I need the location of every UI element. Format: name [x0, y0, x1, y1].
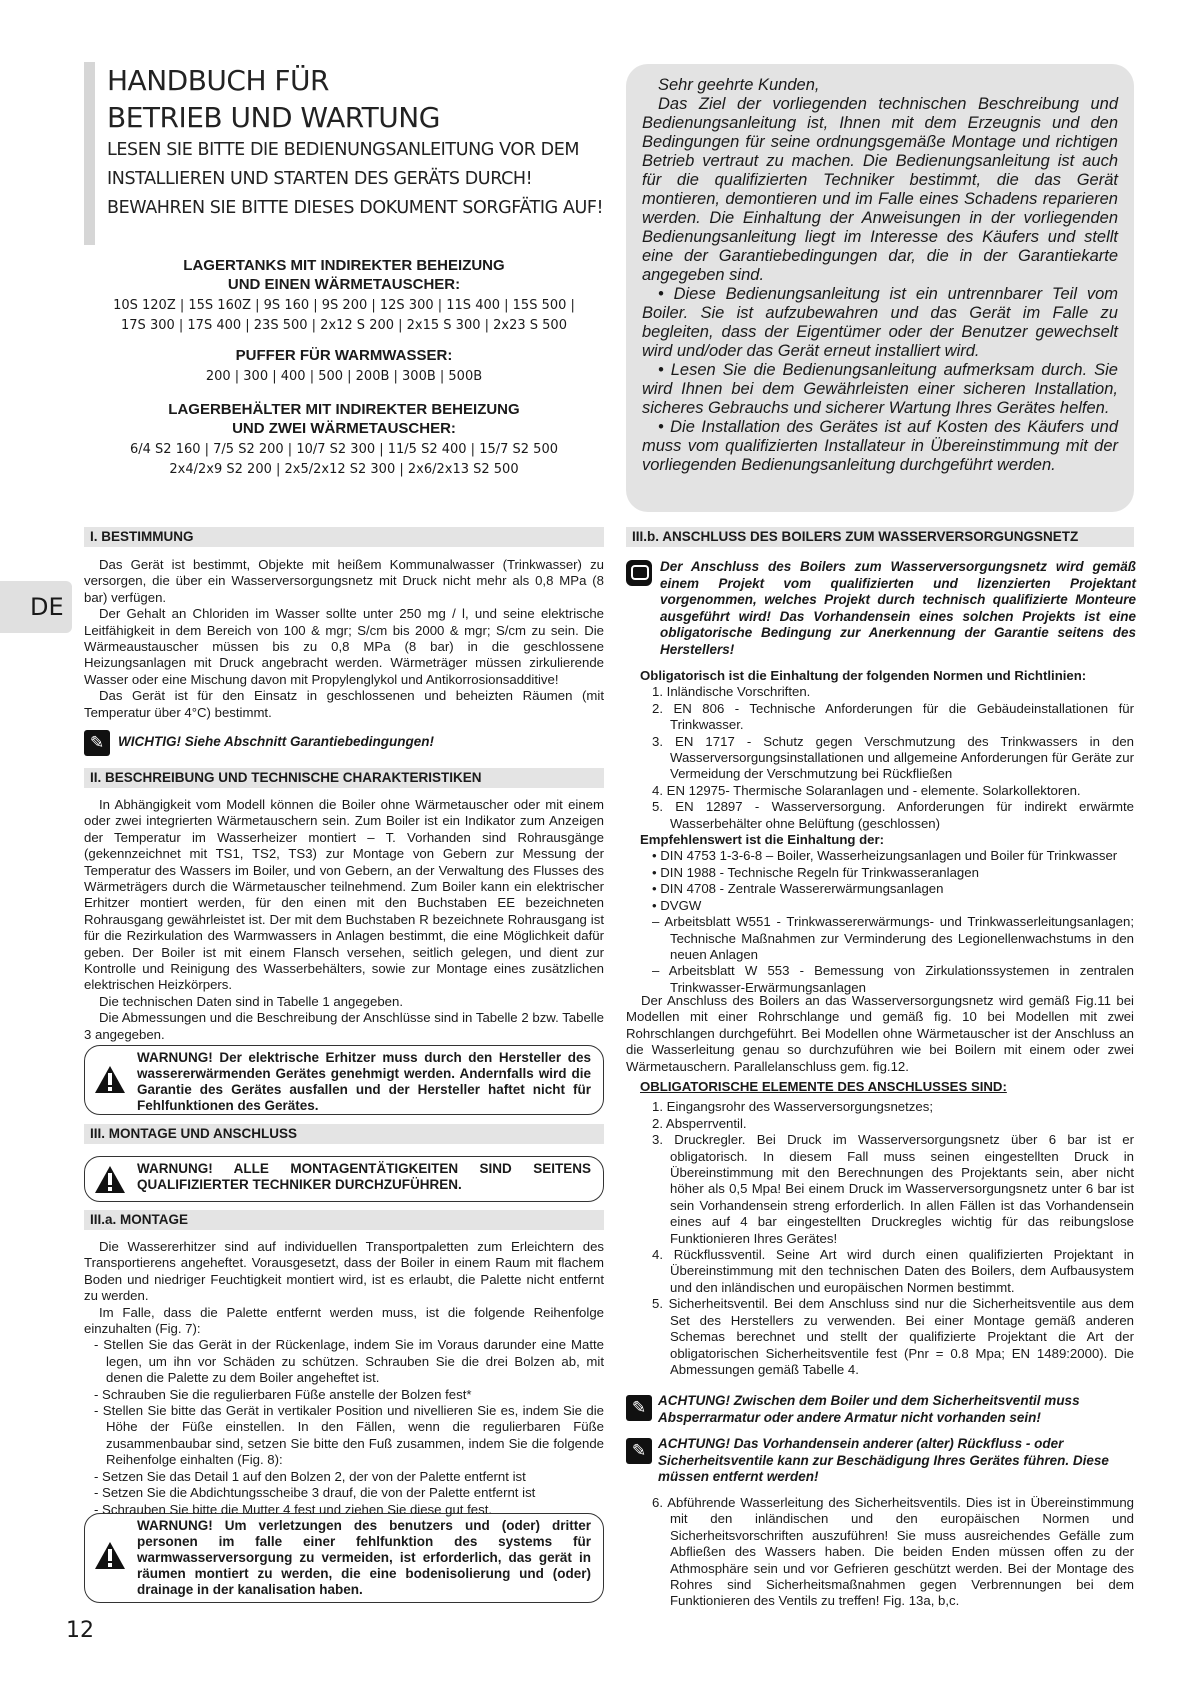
list-item: - Stellen Sie bitte das Gerät in vertikaler Position und nivellieren Sie es, indem Sie die Höhe der Füße einstellen. In den Fällen, wenn die regulierbaren Füße zusammenbaubar sind, setzen Sie bitte den Fuß zusammen, indem Sie die folgende Reihenfolge einhalten (Fig. 8): — [94, 1403, 604, 1468]
pen-icon: ✎ — [626, 1395, 652, 1421]
list-item: - Schrauben Sie die regulierbaren Füße anstelle der Bolzen fest* — [94, 1386, 472, 1402]
norms-list — [640, 684, 1134, 832]
product-group-heading: PUFFER FÜR WARMWASSER: — [235, 347, 453, 364]
section-body-bestimmung — [84, 557, 604, 721]
elements-list-cont — [640, 1495, 1134, 1610]
list-item: • DIN 1988 - Technische Regeln für Trinkwasseranlagen — [652, 864, 979, 880]
list-item: 1. Eingangsrohr des Wasserversorgungsnetzes; — [652, 1099, 933, 1115]
list-item: 4. EN 12975- Thermische Solaranlagen und - elemente. Solarkollektoren. — [652, 782, 1081, 798]
pen-icon: ✎ — [84, 730, 110, 756]
intro-paragraph: Das Ziel der vorliegenden technischen Beschreibung und Bedienungsanleitung ist, Ihnen mit dem Erzeugnis und den Bedingungen für seine ordnungsgemäße Montage und richtigen Betrieb vertraut zu machen. Die Bedienungsanleitung ist auch für die qualifizierten Techniker bestimmt, die das Gerät montieren, demontieren und im Falle eines Schadens reparieren werden. Die Einhaltung der Anweisungen in der vorliegenden Bedienungsanleitung liegt im Interesse des Käufers und stellt eine der Garantiebedingungen dar, die in der Garantiekarte angegeben sind. — [642, 95, 1118, 284]
list-item: 3. EN 1717 - Schutz gegen Verschmutzung des Trinkwassers in den Wasserversorgungsinstallationen und allgemeine Anforderungen für Geräte zur Vermeidung der Verschmutzung bei Rückfließen — [652, 733, 1134, 782]
manual-title-line-2: BETRIEB UND WARTUNG — [107, 101, 440, 134]
norms-block — [640, 668, 1134, 996]
model-list: 2x4/2x9 S2 200 | 2x5/2x12 S2 300 | 2x6/2x13 S2 500 — [169, 462, 519, 477]
norms-heading: Obligatorisch ist die Einhaltung der folgenden Normen und Richtlinien: — [640, 668, 1087, 683]
step-list — [84, 1337, 604, 1517]
warning-text: WARNUNG! ALLE MONTAGENTÄTIGKEITEN SIND SEITENS QUALIFIZIERTER TECHNIKER DURCHZUFÜHREN. — [137, 1161, 591, 1192]
section-body-beschreibung — [84, 797, 604, 1043]
manual-title-line-1: HANDBUCH FÜR — [107, 64, 329, 97]
warning-icon — [95, 1166, 125, 1193]
product-group-heading: LAGERTANKS MIT INDIREKTER BEHEIZUNG — [183, 257, 505, 274]
paragraph: Das Gerät ist bestimmt, Objekte mit heißem Kommunalwasser (Trinkwasser) zu versorgen, die über ein Wasserversorgungsnetz mit Druck nicht mehr als 0,8 MPa (8 bar) verfügen. — [84, 557, 604, 605]
product-group-heading: LAGERBEHÄLTER MIT INDIREKTER BEHEIZUNG — [168, 401, 520, 418]
subtitle-line-3: BEWAHREN SIE BITTE DIESES DOKUMENT SORGFÄTIG AUF! — [107, 198, 604, 218]
elements-heading: OBLIGATORISCHE ELEMENTE DES ANSCHLUSSES SIND: — [640, 1079, 1007, 1094]
elements-list — [640, 1099, 1134, 1378]
list-item: - Stellen Sie das Gerät in der Rückenlage, indem Sie im Voraus darunder eine Matte legen, um ihn vor Schäden zu schützen. Schrauben Sie die drei Bolzen ab, mit denen die Palette zu dem Boiler angeheftet ist. — [94, 1337, 604, 1386]
section-heading-bestimmung: I. BESTIMMUNG — [84, 527, 604, 547]
paragraph: Die Abmessungen und die Beschreibung der Anschlüsse sind in Tabelle 2 bzw. Tabelle 3 angegeben. — [84, 1010, 604, 1042]
project-note: Der Anschluss des Boilers zum Wasserversorgungsnetz wird gemäß einem Projekt vom qualifizierten und lizenzierten Projektant vorgenommen, welches Projekt durch technisch qualifizierte Monteure ausgeführt wird! Das Vorhandensein eines solchen Projekts ist eine obligatorische Bedingung zur Anerkennung der Garantie seitens des Herstellers! — [660, 559, 1136, 657]
product-group-2 — [84, 346, 604, 387]
model-list: 200 | 300 | 400 | 500 | 200B | 300B | 500B — [205, 369, 483, 384]
list-item: • DIN 4708 - Zentrale Wassererwärmungsanlagen — [652, 881, 944, 897]
list-item: - Setzen Sie die Abdichtungsscheibe 3 drauf, die von der Palette entfernt ist — [94, 1485, 536, 1501]
list-item: 5. EN 12897 - Wasserversorgung. Anforderungen für indirekt erwärmte Wasserbehälter ohne Belüftung (geschlossen) — [652, 799, 1134, 831]
product-group-3 — [84, 400, 604, 480]
list-item: 2. Absperrventil. — [652, 1115, 747, 1131]
subtitle-line-2: INSTALLIEREN UND STARTEN DES GERÄTS DURCH! — [107, 169, 533, 189]
list-item: 1. Inländische Vorschriften. — [652, 684, 811, 700]
list-item: 4. Rückflussventil. Seine Art wird durch einen qualifizierten Projektant in Übereinstimmung mit den technischen Daten des Boilers, dem Aufbausystem und den inländischen und europäischen Normen bestimmt. — [652, 1247, 1134, 1295]
warning-text: WARNUNG! Um verletzungen des benutzers und (oder) dritter personen im falle einer fehlfunktion des systems für warmwasserversorgung zu vermeiden, ist erforderlich, das gerät in räumen montiert zu werden, die eine bodenisolierung und (oder) drainage in der kanalisation haben. — [137, 1518, 591, 1597]
paragraph: Die technischen Daten sind in Tabelle 1 angegeben. — [99, 993, 404, 1009]
warning-box — [84, 1156, 604, 1202]
recommend-list — [640, 848, 1134, 996]
section-heading-anschluss: III.b. ANSCHLUSS DES BOILERS ZUM WASSERVERSORGUNGSNETZ — [626, 527, 1134, 547]
list-item: 5. Sicherheitsventil. Bei dem Anschluss sind nur die Sicherheitsventile aus dem Set des Herstellers zu verwenden. Bei einer Montage gemäß anderen Schemas berechnet und stellt der qualifizierte Projektant die Art der obligatorischen Sicherheitsventile fest (Pnr = 0.8 Mpa; EN 1489:2000). Die Abmessungen gemäß Tabelle 4. — [652, 1296, 1134, 1377]
intro-salutation: Sehr geehrte Kunden, — [658, 76, 820, 94]
list-item: – Arbeitsblatt W 553 - Bemessung von Zirkulationssystemen in zentralen Trinkwasser-Erwärmungsanlagen — [652, 963, 1134, 995]
paragraph: Die Wassererhitzer sind auf individuellen Transportpaletten zum Erleichtern des Transportierens angeheftet. Vorausgesetzt, dass der Boiler in einem Raum mit flachem Boden und niedriger Feuchtigkeit montiert wird, ist es erlaubt, die Palette nicht entfernt zu werden. — [84, 1239, 604, 1304]
language-code: DE — [30, 593, 64, 621]
element-6-block — [640, 1495, 1134, 1610]
connection-paragraph — [626, 993, 1134, 1075]
intro-paragraph: • Lesen Sie die Bedienungsanleitung aufmerksam durch. Sie wird Ihnen bei dem Gewährleisten einer sicheren Installation, sicheres Gebrauchs und sicherer Wartung Ihres Gerätes helfen. — [642, 361, 1118, 417]
attention-note: ACHTUNG! Zwischen dem Boiler und dem Sicherheitsventil muss Absperrarmatur oder andere Armatur nicht vorhanden sein! — [658, 1393, 1080, 1425]
list-item: - Schrauben Sie bitte die Mutter 4 fest und ziehen Sie diese gut fest. — [94, 1501, 493, 1517]
paragraph: Das Gerät ist für den Einsatz in geschlossenen und beheizten Räumen (mit Temperatur über 4°C) bestimmt. — [84, 688, 604, 720]
product-group-heading: UND ZWEI WÄRMETAUSCHER: — [232, 420, 456, 437]
model-list: 6/4 S2 160 | 7/5 S2 200 | 10/7 S2 300 | 11/5 S2 400 | 15/7 S2 500 — [129, 442, 558, 457]
paragraph: Im Falle, dass die Palette entfernt werden muss, ist die folgende Reihenfolge einzuhalten (Fig. 7): — [84, 1304, 604, 1337]
section-heading-beschreibung: II. BESCHREIBUNG UND TECHNISCHE CHARAKTERISTIKEN — [84, 768, 604, 788]
section-heading-montage: III.a. MONTAGE — [84, 1210, 604, 1230]
product-group-1 — [84, 256, 604, 336]
title-block — [84, 62, 604, 245]
model-list: 10S 120Z | 15S 160Z | 9S 160 | 9S 200 | 12S 300 | 11S 400 | 15S 500 | — [113, 298, 575, 313]
paragraph: Der Gehalt an Chloriden im Wasser sollte unter 250 mg / l, und seine elektrische Leitfähigkeit in dem Bereich von 100 & mgr; S/cm bis 2000 & mgr; S/cm zu sein. Die Wärmeaustauscher müssen bis zu 0,8 MPa (8 bar) in die geschlossene Heizungsanlagen mit Druck angebracht werden. Wärmeträger müssen zirkulierende Wasser oder eine Mischung davon mit Propylenglykol und Antikorrosionsadditive! — [84, 606, 604, 687]
language-tab — [0, 581, 72, 633]
elements-block — [640, 1079, 1134, 1378]
warning-box — [84, 1513, 604, 1603]
warning-box — [84, 1045, 604, 1115]
subtitle-line-1: LESEN SIE BITTE DIE BEDIENUNGSANLEITUNG VOR DEM — [107, 140, 580, 160]
attention-note: ACHTUNG! Das Vorhandensein anderer (alter) Rückfluss - oder Sicherheitsventile kann zur Beschädigung Ihres Gerätes führen. Diese müssen entfernt werden! — [658, 1436, 1109, 1484]
intro-box — [626, 64, 1134, 512]
list-item: - Setzen Sie das Detail 1 auf den Bolzen 2, der von der Palette entfernt ist — [94, 1468, 526, 1484]
important-note: WICHTIG! Siehe Abschnitt Garantiebedingungen! — [118, 734, 435, 749]
list-item: • DVGW — [652, 897, 702, 913]
list-item: • DIN 4753 1-3-6-8 – Boiler, Wasserheizungsanlagen und Boiler für Trinkwasser — [652, 848, 1118, 864]
section-heading-montage-anschluss: III. MONTAGE UND ANSCHLUSS — [84, 1124, 604, 1144]
intro-paragraph: • Die Installation des Gerätes ist auf Kosten des Käufers und muss vom qualifizierten Installateur in Übereinstimmung mit der vorliegenden Bedienungsanleitung durchgeführt werden. — [642, 418, 1118, 474]
list-item: 6. Abführende Wasserleitung des Sicherheitsventils. Dies ist in Übereinstimmung mit den inländischen und den europäischen Normen und Sicherheitsvorschriften auszuführen! Sie muss ausreichendes Gefälle zum Abfließen des Wassers haben. Die beiden Enden müssen offen zu der Athmosphäre sein und vor Gefrieren geschützt werden. Bei der Montage des Rohres sind Sicherheitsmaßnahmen gegen Verbrennungen bei dem Funktionieren des Ventils zu treffen! Fig. 13a, b,c. — [652, 1495, 1134, 1609]
model-list: 17S 300 | 17S 400 | 23S 500 | 2x12 S 200 | 2x15 S 300 | 2x23 S 500 — [121, 318, 567, 333]
list-item: 2. EN 806 - Technische Anforderungen für die Gebäudeinstallationen für Trinkwasser. — [652, 700, 1134, 733]
paragraph: Der Anschluss des Boilers an das Wasserversorgungsnetz wird gemäß Fig.11 bei Modellen mit einer Rohrschlange und gemäß fig. 10 bei Modellen mit zwei Rohrschlangen durchgeführt. Bei Modellen ohne Wärmetauscher ist der Anschluss an die Wasserleitung genau so durchzuführen wie bei Boilern mit einem oder zwei Wärmetauschern. Parallelanschluss gem. fig.12. — [626, 993, 1134, 1074]
product-group-heading: UND EINEN WÄRMETAUSCHER: — [227, 276, 461, 293]
warning-icon — [95, 1066, 125, 1093]
warning-text: WARNUNG! Der elektrische Erhitzer muss durch den Hersteller des wassererwärmenden Gerätes genehmigt werden. Andernfalls wird die Garantie des Gerätes ausfallen und der Hersteller haftet nicht für Fehlfunktionen des Gerätes. — [137, 1050, 591, 1113]
list-item: – Arbeitsblatt W551 - Trinkwassererwärmungs- und Trinkwasserleitungsanlagen; Technische Maßnahmen zur Verminderung des Legionellenwachstums in den neuen Anlagen — [652, 914, 1134, 962]
paragraph: In Abhängigkeit vom Modell können die Boiler ohne Wärmetauscher oder mit einem oder zwei integrierten Wärmetauschern sein. Zum Boiler ist ein Indikator zum Anzeigen der Temperatur im Wasserheizer montiert – T. Vorhanden sind Rohrausgänge (gekennzeichnet mit TS1, TS2, TS3) zur Montage von Gebern zur Messung der Temperatur des Wassers im Boiler, und von Gebern, an der Verwaltung des Flusses des Wärmeträgers durch die Wärmetauscher teilnehmend. Zum Boiler kann ein elektrischer Erhitzer montiert werden, für den einen mit den Buchstaben EE bezeichneten Rohrausgang gewährleistet ist. Der mit dem Buchstaben R bezeichnete Rohrausgang ist für die Rezirkulation des Warmwassers in Anlagen bestimmt, die eine Möglichkeit dafür geben. Der Boiler ist mit einem Flansch versehen, seitlich gelegen, und dient zur Kontrolle und Reinigung des Wasserbehälters, sowie zur Montage eines zusätzlichen elektrischen Heizkörpers. — [84, 797, 604, 993]
page-number: 12 — [66, 1618, 94, 1643]
recommend-heading: Empfehlenswert ist die Einhaltung der: — [640, 832, 885, 848]
pen-icon: ✎ — [626, 1438, 652, 1464]
warning-icon — [95, 1542, 125, 1569]
list-item: 3. Druckregler. Bei Druck im Wasserversorgungsnetz über 6 bar ist er obligatorisch. In diesem Fall muss seinen eingestellten Druck in Übereinstimmung mit den Berechnungen des Projektants sein, aber nicht höher als 0,5 Mpa! Bei einem Druck im Wasserversorgungsnetz unter 6 bar ist sein Vorhandensein streng erforderlich. In allen Fällen ist das Vorhandensein eines auf 4 bar eingestellten Druckregles wichtig für das reibungslose Funktionieren Ihres Gerätes! — [652, 1132, 1134, 1246]
intro-paragraph: • Diese Bedienungsanleitung ist ein untrennbarer Teil vom Boiler. Sie ist aufzubewahren und das Gerät im Falle zu begleiten, dass der Eigentümer oder der Benutzer gewechselt wird und/oder das Gerät erneut installiert wird. — [642, 285, 1118, 360]
section-body-montage — [84, 1239, 604, 1518]
speech-bubble-icon — [626, 560, 652, 586]
